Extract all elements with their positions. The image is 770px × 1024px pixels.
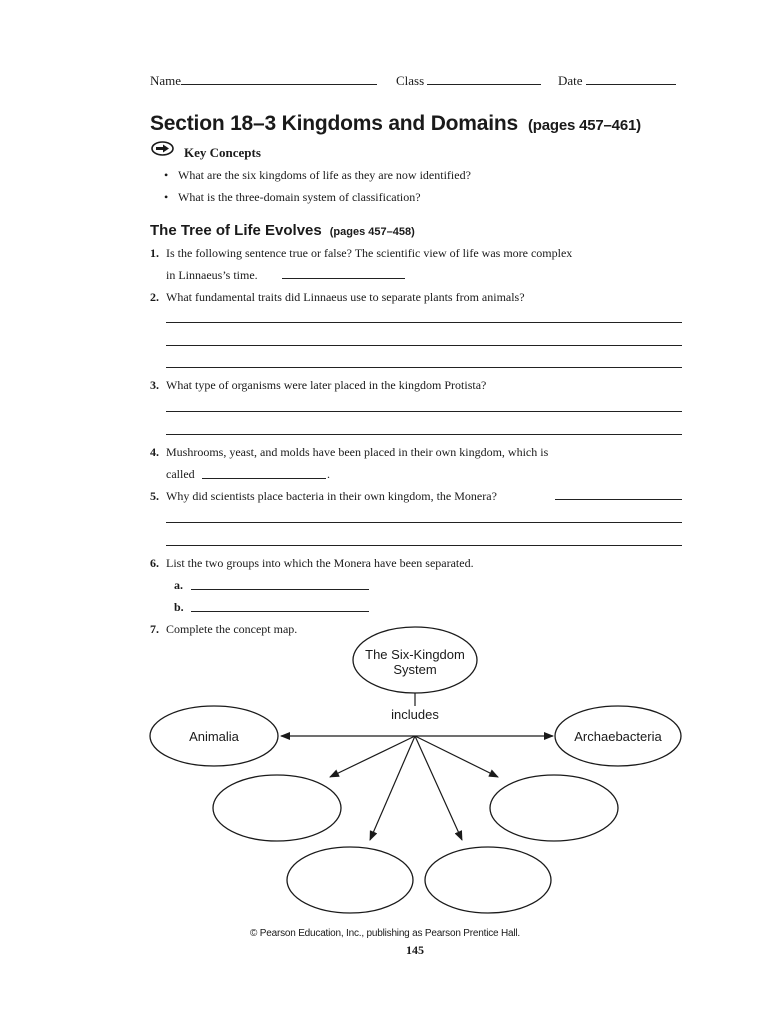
question-3-text: What type of organisms were later placed in the kingdom Protista? xyxy=(166,378,487,392)
question-6-a-answer-line[interactable] xyxy=(191,589,369,590)
concept-blank-node[interactable] xyxy=(490,775,618,841)
page-number: 145 xyxy=(406,943,424,957)
question-1-text: Is the following sentence true or false? The scientific view of life was more complex xyxy=(166,246,573,260)
question-4-period: . xyxy=(327,467,330,481)
question-1-answer-line[interactable] xyxy=(282,278,405,279)
subsection-title xyxy=(150,222,415,239)
concept-center-label-1: The Six-Kingdom xyxy=(365,647,465,662)
concept-node-animalia-label: Animalia xyxy=(189,729,239,744)
arrow-to-blank-node xyxy=(330,736,415,777)
arrow-to-blank-node xyxy=(415,736,462,840)
class-input-line[interactable] xyxy=(427,72,541,85)
arrow-to-blank-node xyxy=(370,736,415,840)
question-6-b-answer-line[interactable] xyxy=(191,611,369,612)
key-concepts-title: Key Concepts xyxy=(184,145,261,160)
date-label: Date xyxy=(558,73,583,88)
question-2-answer-line[interactable] xyxy=(166,345,682,346)
subsection-pages: (pages 457–458) xyxy=(329,226,415,238)
concept-link-label: includes xyxy=(391,707,439,722)
question-2-answer-line[interactable] xyxy=(166,322,682,323)
date-field xyxy=(558,72,676,89)
concept-node-archaebacteria-label: Archaebacteria xyxy=(574,729,662,744)
question-3-answer-line[interactable] xyxy=(166,434,682,435)
section-title-text: Section 18–3 Kingdoms and Domains xyxy=(150,112,518,135)
key-concepts-list xyxy=(164,164,471,208)
class-label: Class xyxy=(396,73,425,88)
question-3-number: 3. xyxy=(150,378,159,392)
date-input-line[interactable] xyxy=(586,72,676,85)
concept-map xyxy=(148,620,688,920)
name-field xyxy=(150,72,377,89)
question-2-answer-line[interactable] xyxy=(166,367,682,368)
question-4-text: Mushrooms, yeast, and molds have been placed in their own kingdom, which is xyxy=(166,445,549,459)
question-4-number: 4. xyxy=(150,445,159,459)
header xyxy=(150,72,682,92)
name-input-line[interactable] xyxy=(181,72,377,85)
footer-copyright: © Pearson Education, Inc., publishing as Pearson Prentice Hall. xyxy=(250,928,520,939)
question-4-answer-line[interactable] xyxy=(202,478,326,479)
question-4-text-called: called xyxy=(166,467,195,481)
question-6-text: List the two groups into which the Monera have been separated. xyxy=(166,556,474,570)
subsection-title-text: The Tree of Life Evolves xyxy=(150,222,322,239)
name-label: Name xyxy=(150,73,182,88)
concept-blank-node[interactable] xyxy=(425,847,551,913)
question-6-b-label: b. xyxy=(174,600,184,614)
question-1-text-cont: in Linnaeus’s time. xyxy=(166,268,258,282)
question-5-answer-line[interactable] xyxy=(555,499,682,500)
key-concept-item: • What is the three-domain system of classification? xyxy=(164,186,471,208)
key-concepts-arrow-icon xyxy=(151,141,174,156)
arrow-to-blank-node xyxy=(415,736,498,777)
concept-blank-node[interactable] xyxy=(287,847,413,913)
question-6-number: 6. xyxy=(150,556,159,570)
concept-center-label-2: System xyxy=(393,662,437,677)
section-pages: (pages 457–461) xyxy=(528,117,641,134)
question-6-a-label: a. xyxy=(174,578,183,592)
question-1-number: 1. xyxy=(150,246,159,260)
key-concept-item: • What are the six kingdoms of life as they are now identified? xyxy=(164,164,471,186)
question-3-answer-line[interactable] xyxy=(166,411,682,412)
question-7-number: 7. xyxy=(150,622,159,636)
question-5-answer-line[interactable] xyxy=(166,522,682,523)
question-5-text: Why did scientists place bacteria in their own kingdom, the Monera? xyxy=(166,489,497,503)
question-5-number: 5. xyxy=(150,489,159,503)
concept-blank-node[interactable] xyxy=(213,775,341,841)
question-5-answer-line[interactable] xyxy=(166,545,682,546)
question-7-text: Complete the concept map. xyxy=(166,622,298,636)
class-field xyxy=(396,72,541,89)
question-2-text: What fundamental traits did Linnaeus use to separate plants from animals? xyxy=(166,290,525,304)
section-title xyxy=(150,112,641,136)
question-2-number: 2. xyxy=(150,290,159,304)
